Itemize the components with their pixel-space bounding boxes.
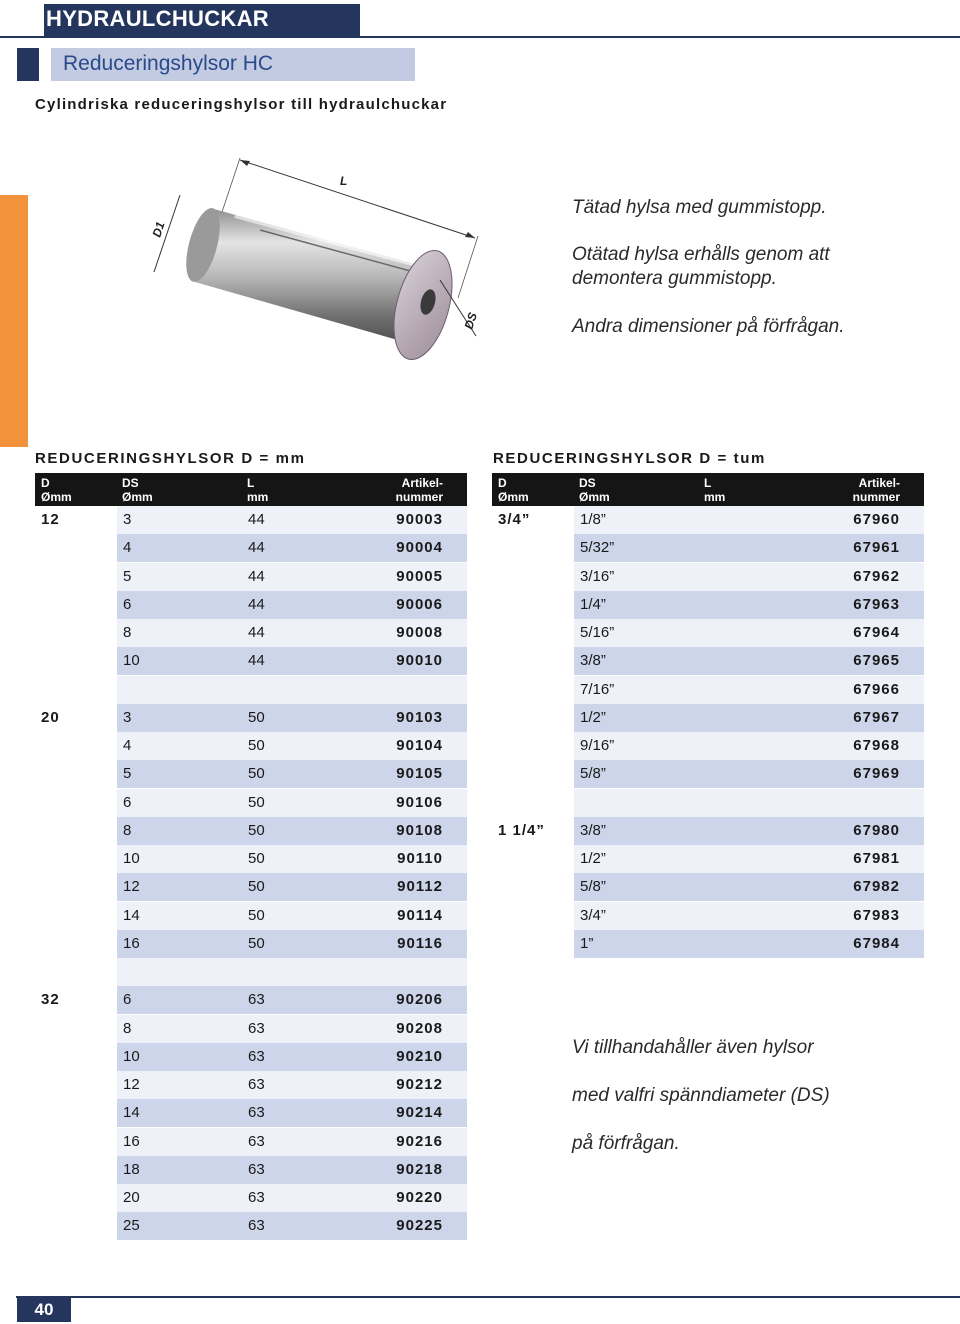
table-row — [35, 789, 467, 817]
table-row — [35, 647, 467, 675]
cell-d — [35, 958, 117, 986]
col-header-l: L mm — [247, 476, 269, 504]
table-tum-title: REDUCERINGSHYLSOR D = tum — [493, 450, 766, 467]
cell-l — [699, 732, 824, 760]
cell-l — [699, 647, 824, 675]
cell-d — [492, 704, 574, 732]
cell-l: 63 — [242, 986, 367, 1014]
cell-l — [242, 676, 367, 704]
cell-d — [492, 789, 574, 817]
cell-d — [492, 676, 574, 704]
cell-article: 90116 — [367, 930, 467, 958]
cell-d — [492, 619, 574, 647]
cell-d — [35, 845, 117, 873]
cell-l: 50 — [242, 760, 367, 788]
table-row — [35, 817, 467, 845]
cell-d — [492, 591, 574, 619]
cell-d — [492, 647, 574, 675]
table-row — [35, 1015, 467, 1043]
cell-d — [35, 732, 117, 760]
table-row — [35, 732, 467, 760]
cell-ds — [117, 676, 242, 704]
cell-l: 50 — [242, 873, 367, 901]
cell-article: 90208 — [367, 1015, 467, 1043]
col-header-d: D Ømm — [41, 476, 72, 504]
table-row — [492, 619, 924, 647]
cell-ds: 3/4” — [574, 902, 699, 930]
col-header-ds: DS Ømm — [122, 476, 153, 504]
cell-article: 90112 — [367, 873, 467, 901]
cell-l: 63 — [242, 1184, 367, 1212]
table-row — [492, 732, 924, 760]
cell-article — [824, 789, 924, 817]
cell-d — [35, 1043, 117, 1071]
cell-d — [35, 563, 117, 591]
orange-side-tab — [0, 195, 28, 447]
cell-d — [492, 873, 574, 901]
cell-d — [35, 1212, 117, 1240]
cell-l: 44 — [242, 534, 367, 562]
table-row — [492, 930, 924, 958]
table-row — [35, 1156, 467, 1184]
cell-ds — [117, 958, 242, 986]
cell-l: 50 — [242, 704, 367, 732]
cell-l: 44 — [242, 619, 367, 647]
cell-ds: 18 — [117, 1156, 242, 1184]
cell-d — [35, 817, 117, 845]
header-title: HYDRAULCHUCKAR — [46, 6, 269, 31]
cell-ds: 3 — [117, 506, 242, 534]
cell-article: 90114 — [367, 902, 467, 930]
cell-d: 1 1/4” — [492, 817, 574, 845]
cell-article: 67967 — [824, 704, 924, 732]
col-header-article: Artikel- nummer — [395, 476, 443, 504]
cell-l — [699, 873, 824, 901]
cell-l — [699, 619, 824, 647]
label-D1: D1 — [149, 220, 168, 239]
cell-d — [35, 930, 117, 958]
cell-ds: 4 — [117, 732, 242, 760]
note-custom-2: med valfri spänndiameter (DS) — [572, 1085, 830, 1106]
cell-d — [35, 1156, 117, 1184]
cell-l: 63 — [242, 1212, 367, 1240]
cell-ds: 5 — [117, 563, 242, 591]
col-header-article: Artikel- nummer — [852, 476, 900, 504]
cell-article: 67983 — [824, 902, 924, 930]
cell-d — [35, 1015, 117, 1043]
cell-article: 67965 — [824, 647, 924, 675]
cell-ds: 6 — [117, 591, 242, 619]
cell-article: 67964 — [824, 619, 924, 647]
cell-l — [699, 591, 824, 619]
cell-article: 67984 — [824, 930, 924, 958]
table-row — [492, 817, 924, 845]
table-row — [492, 563, 924, 591]
cell-l: 63 — [242, 1128, 367, 1156]
cell-d — [35, 534, 117, 562]
cell-d — [35, 873, 117, 901]
table-row — [35, 1184, 467, 1212]
table-row — [492, 676, 924, 704]
subheader-box — [51, 48, 415, 81]
table-row — [35, 534, 467, 562]
cell-article: 90108 — [367, 817, 467, 845]
cell-d — [35, 619, 117, 647]
cell-article: 90004 — [367, 534, 467, 562]
table-row — [35, 845, 467, 873]
table-row — [492, 506, 924, 534]
cell-l — [699, 845, 824, 873]
cell-l — [699, 817, 824, 845]
cell-l — [699, 506, 824, 534]
table-row — [492, 873, 924, 901]
cell-ds: 25 — [117, 1212, 242, 1240]
table-row — [492, 845, 924, 873]
cell-article: 90214 — [367, 1099, 467, 1127]
page-number: 40 — [17, 1298, 71, 1322]
cell-article: 90005 — [367, 563, 467, 591]
cell-d — [492, 845, 574, 873]
note-custom-1: Vi tillhandahåller även hylsor — [572, 1037, 814, 1058]
table-row — [35, 930, 467, 958]
cell-d — [35, 676, 117, 704]
cell-d: 32 — [35, 986, 117, 1014]
cell-article: 90106 — [367, 789, 467, 817]
cell-ds: 12 — [117, 1071, 242, 1099]
cell-l — [699, 760, 824, 788]
cell-article: 90003 — [367, 506, 467, 534]
cell-ds: 8 — [117, 1015, 242, 1043]
cell-ds: 10 — [117, 1043, 242, 1071]
cell-ds: 1/2” — [574, 845, 699, 873]
cell-ds: 6 — [117, 789, 242, 817]
cell-article: 90220 — [367, 1184, 467, 1212]
table-row — [35, 563, 467, 591]
cell-l: 50 — [242, 789, 367, 817]
cell-article: 67969 — [824, 760, 924, 788]
cell-ds: 1/2” — [574, 704, 699, 732]
note-other-dimensions: Andra dimensioner på förfrågan. — [572, 316, 845, 337]
cell-ds: 3/16” — [574, 563, 699, 591]
table-header — [492, 473, 924, 506]
cell-d — [35, 1099, 117, 1127]
cell-d — [492, 902, 574, 930]
cell-ds: 5/8” — [574, 873, 699, 901]
table-row — [35, 676, 467, 704]
table-row — [492, 647, 924, 675]
cell-article: 90008 — [367, 619, 467, 647]
cell-l: 50 — [242, 845, 367, 873]
label-L: L — [340, 174, 348, 188]
cell-ds: 1” — [574, 930, 699, 958]
cell-article: 90010 — [367, 647, 467, 675]
table-row — [35, 1128, 467, 1156]
table-row — [35, 958, 467, 986]
cell-l — [699, 704, 824, 732]
note-unsealed-1: Otätad hylsa erhålls genom att — [572, 244, 830, 265]
cell-l — [699, 534, 824, 562]
cell-d — [35, 647, 117, 675]
cell-ds: 3/8” — [574, 817, 699, 845]
cell-ds: 3 — [117, 704, 242, 732]
cell-l: 44 — [242, 591, 367, 619]
table-row — [492, 902, 924, 930]
cell-d — [35, 591, 117, 619]
cell-d — [492, 563, 574, 591]
cell-ds: 1/8” — [574, 506, 699, 534]
cell-l: 63 — [242, 1015, 367, 1043]
table-row — [492, 534, 924, 562]
cell-d — [35, 789, 117, 817]
cell-d — [35, 1071, 117, 1099]
table-row — [492, 591, 924, 619]
note-sealed: Tätad hylsa med gummistopp. — [572, 197, 827, 218]
cell-ds: 4 — [117, 534, 242, 562]
cell-l: 50 — [242, 902, 367, 930]
table-row — [35, 760, 467, 788]
footer-line — [16, 1296, 960, 1298]
cell-d — [35, 1184, 117, 1212]
cell-d — [492, 930, 574, 958]
cell-l: 63 — [242, 1071, 367, 1099]
cell-l: 44 — [242, 563, 367, 591]
cell-article: 67960 — [824, 506, 924, 534]
cell-l: 50 — [242, 817, 367, 845]
cell-d — [492, 534, 574, 562]
cell-ds: 5/32” — [574, 534, 699, 562]
col-header-l: L mm — [704, 476, 726, 504]
table-row — [492, 704, 924, 732]
cell-article — [367, 676, 467, 704]
cell-d: 20 — [35, 704, 117, 732]
cell-ds: 9/16” — [574, 732, 699, 760]
subheader-title: Reduceringshylsor HC — [63, 52, 274, 75]
cell-l — [242, 958, 367, 986]
cell-ds: 5/16” — [574, 619, 699, 647]
page-description: Cylindriska reduceringshylsor till hydraulchuckar — [35, 96, 448, 113]
table-row — [35, 704, 467, 732]
table-row — [492, 760, 924, 788]
cell-d — [492, 760, 574, 788]
page-footer — [0, 1296, 960, 1324]
cell-l: 63 — [242, 1099, 367, 1127]
table-row — [35, 1071, 467, 1099]
table-row — [35, 986, 467, 1014]
table-header — [35, 473, 467, 506]
cell-l: 44 — [242, 506, 367, 534]
cell-ds: 14 — [117, 902, 242, 930]
cell-l: 50 — [242, 732, 367, 760]
subheader-accent — [17, 48, 39, 81]
table-row — [35, 591, 467, 619]
note-custom-3: på förfrågan. — [572, 1133, 680, 1154]
cell-article: 90206 — [367, 986, 467, 1014]
col-header-ds: DS Ømm — [579, 476, 610, 504]
table-mm-title: REDUCERINGSHYLSOR D = mm — [35, 450, 306, 467]
cell-ds: 12 — [117, 873, 242, 901]
col-header-d: D Ømm — [498, 476, 529, 504]
cell-l — [699, 789, 824, 817]
table-row — [35, 873, 467, 901]
cell-l: 63 — [242, 1156, 367, 1184]
cell-ds: 14 — [117, 1099, 242, 1127]
cell-article: 90103 — [367, 704, 467, 732]
cell-article: 90225 — [367, 1212, 467, 1240]
cell-article: 90104 — [367, 732, 467, 760]
cell-d — [492, 732, 574, 760]
cell-article: 67982 — [824, 873, 924, 901]
cell-d: 3/4” — [492, 506, 574, 534]
cell-ds: 5/8” — [574, 760, 699, 788]
cell-d: 12 — [35, 506, 117, 534]
cell-l: 50 — [242, 930, 367, 958]
cell-article: 90212 — [367, 1071, 467, 1099]
table-row — [492, 789, 924, 817]
cell-ds: 3/8” — [574, 647, 699, 675]
cell-l: 63 — [242, 1043, 367, 1071]
table-row — [35, 1099, 467, 1127]
cell-article: 67966 — [824, 676, 924, 704]
cell-l — [699, 902, 824, 930]
cell-l: 44 — [242, 647, 367, 675]
cell-ds: 8 — [117, 817, 242, 845]
cell-ds: 6 — [117, 986, 242, 1014]
table-row — [35, 619, 467, 647]
cell-ds: 7/16” — [574, 676, 699, 704]
cell-ds: 1/4” — [574, 591, 699, 619]
cell-article: 90216 — [367, 1128, 467, 1156]
cell-article: 90210 — [367, 1043, 467, 1071]
cell-article: 67962 — [824, 563, 924, 591]
cell-ds: 10 — [117, 647, 242, 675]
cell-ds: 8 — [117, 619, 242, 647]
cell-article: 90110 — [367, 845, 467, 873]
table-row — [35, 506, 467, 534]
header-bar — [0, 0, 960, 38]
cell-article: 90105 — [367, 760, 467, 788]
cell-article: 67981 — [824, 845, 924, 873]
note-unsealed-2: demontera gummistopp. — [572, 268, 777, 289]
cell-article: 67961 — [824, 534, 924, 562]
cell-article — [367, 958, 467, 986]
cell-d — [35, 760, 117, 788]
cell-article: 67968 — [824, 732, 924, 760]
cell-l — [699, 930, 824, 958]
table-row — [35, 1212, 467, 1240]
cell-ds: 16 — [117, 930, 242, 958]
cell-l — [699, 563, 824, 591]
cell-d — [35, 902, 117, 930]
cell-ds: 10 — [117, 845, 242, 873]
cell-article: 90218 — [367, 1156, 467, 1184]
product-illustration — [140, 150, 500, 370]
cell-article: 67963 — [824, 591, 924, 619]
table-row — [35, 902, 467, 930]
cell-ds — [574, 789, 699, 817]
label-DS: DS — [461, 310, 481, 331]
table-row — [35, 1043, 467, 1071]
cell-ds: 16 — [117, 1128, 242, 1156]
cell-l — [699, 676, 824, 704]
cell-ds: 5 — [117, 760, 242, 788]
cell-ds: 20 — [117, 1184, 242, 1212]
cell-d — [35, 1128, 117, 1156]
cell-article: 67980 — [824, 817, 924, 845]
cell-article: 90006 — [367, 591, 467, 619]
